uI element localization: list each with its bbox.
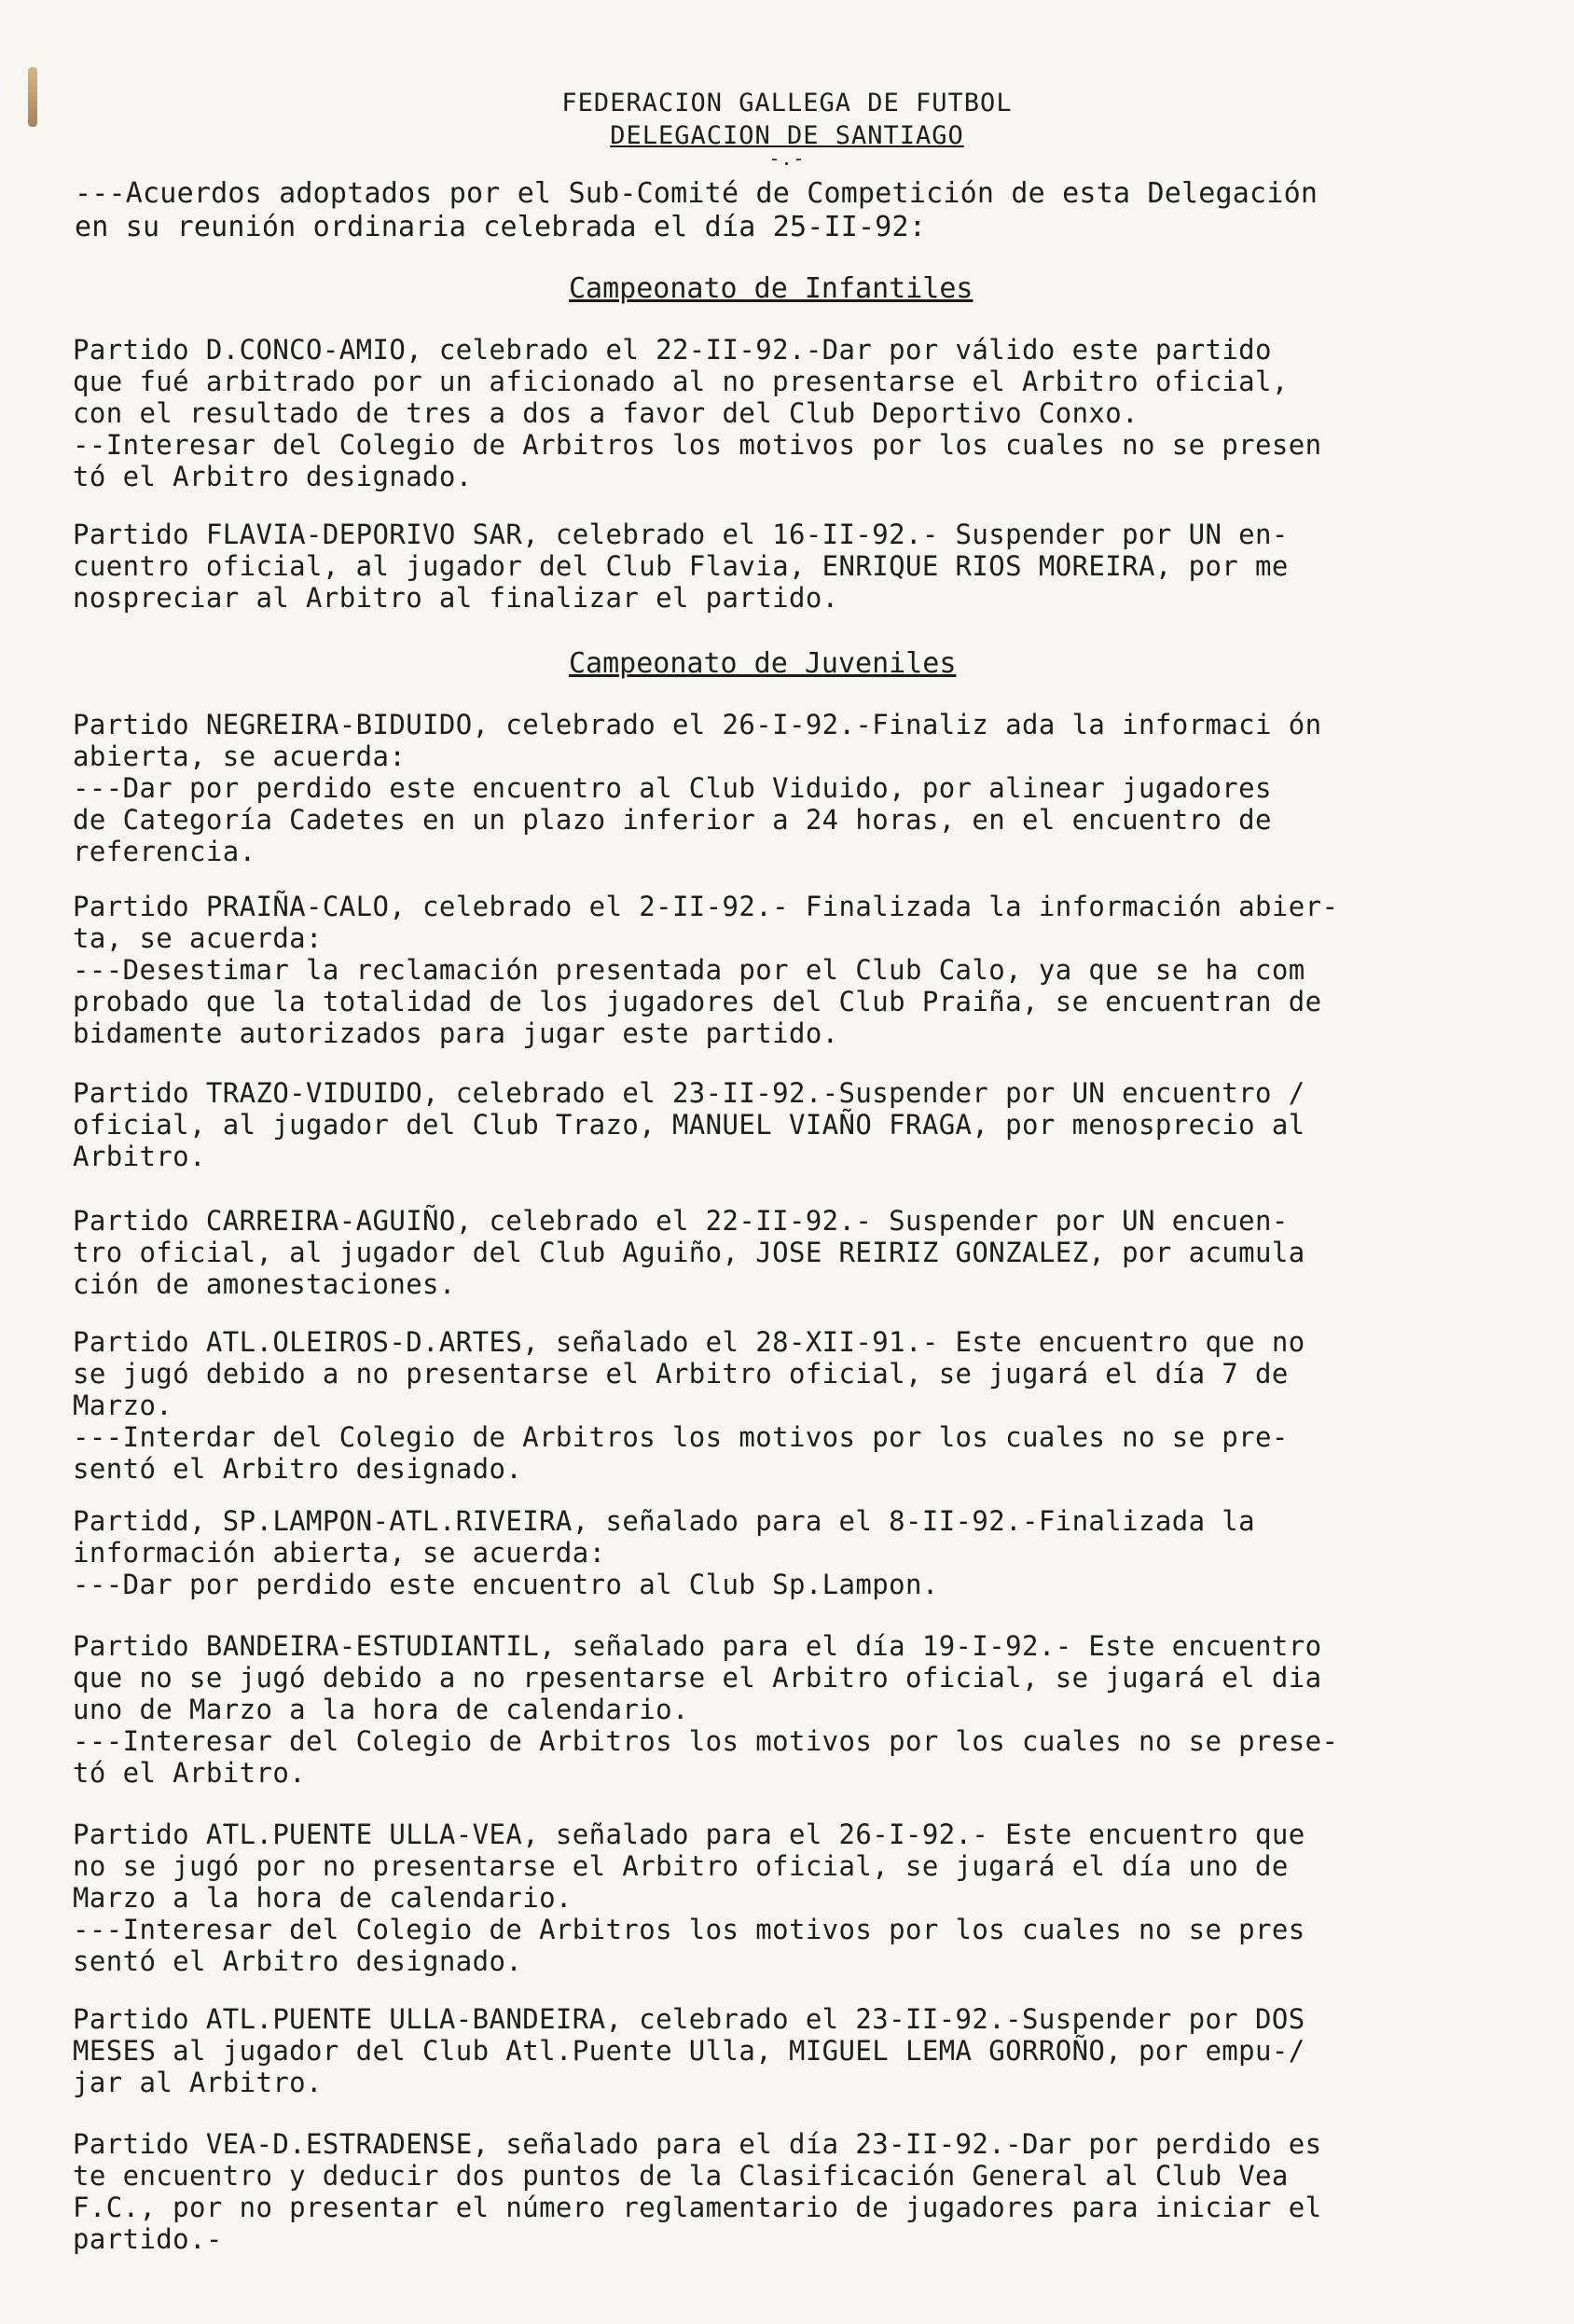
agreement-paragraph [73, 519, 1527, 614]
text-line: Partido VEA-D.ESTRADENSE, señalado para el día 23-II-92.-Dar por perdido es [73, 2128, 1322, 2160]
text-line: ---Interesar del Colegio de Arbitros los motivos por los cuales no se prese- [73, 1725, 1339, 1757]
text-line: partido.- [73, 2223, 223, 2255]
intro-text [75, 177, 1492, 244]
intro-line: ---Acuerdos adoptados por el Sub-Comité de Competición de esta Delegación [75, 177, 1319, 210]
delegation-title: DELEGACION DE SANTIAGO [610, 121, 964, 150]
text-line: Partido FLAVIA-DEPORIVO SAR, celebrado el 16-II-92.- Suspender por UN en- [73, 519, 1289, 550]
text-line: Partido ATL.PUENTE ULLA-BANDEIRA, celebrado el 23-II-92.-Suspender por DOS [73, 2003, 1305, 2035]
text-line: con el resultado de tres a dos a favor del Club Deportivo Conxo. [73, 397, 1139, 429]
section-title-infantiles: Campeonato de Infantiles [569, 272, 973, 305]
section-title-juveniles: Campeonato de Juveniles [569, 647, 957, 680]
intro-line: en su reunión ordinaria celebrada el día 25-II-92: [75, 211, 927, 243]
agreement-paragraph [73, 1505, 1527, 1600]
text-line: Partidd, SP.LAMPON-ATL.RIVEIRA, señalado para el 8-II-92.-Finalizada la [73, 1505, 1256, 1537]
text-line: sentó el Arbitro designado. [73, 1453, 523, 1485]
text-line: oficial, al jugador del Club Trazo, MANUEL VIAÑO FRAGA, por menosprecio al [73, 1109, 1305, 1141]
text-line: no se jugó por no presentarse el Arbitro oficial, se jugará el día uno de [73, 1850, 1289, 1882]
text-line: Marzo. [73, 1390, 173, 1421]
text-line: ---Dar por perdido este encuentro al Club Viduido, por alinear jugadores [73, 772, 1272, 804]
text-line: te encuentro y deducir dos puntos de la Clasificación General al Club Vea [73, 2160, 1289, 2192]
text-line: Partido TRAZO-VIDUIDO, celebrado el 23-II-92.-Suspender por UN encuentro / [73, 1077, 1305, 1109]
federation-title: FEDERACION GALLEGA DE FUTBOL [561, 89, 1013, 118]
text-line: ---Interdar del Colegio de Arbitros los motivos por los cuales no se pre- [73, 1421, 1289, 1453]
text-line: probado que la totalidad de los jugadores del Club Praiña, se encuentran de [73, 986, 1322, 1017]
text-line: uno de Marzo a la hora de calendario. [73, 1694, 689, 1725]
text-line: MESES al jugador del Club Atl.Puente Ulla, MIGUEL LEMA GORROÑO, por empu-/ [73, 2035, 1305, 2067]
agreement-paragraph [73, 1205, 1527, 1300]
text-line: sentó el Arbitro designado. [73, 1945, 523, 1977]
text-line: se jugó debido a no presentarse el Arbitro oficial, se jugará el día 7 de [73, 1358, 1289, 1390]
text-line: Partido NEGREIRA-BIDUIDO, celebrado el 26-I-92.-Finaliz ada la informaci ón [73, 709, 1322, 740]
text-line: ---Dar por perdido este encuentro al Club Sp.Lampon. [73, 1569, 939, 1600]
agreement-paragraph [73, 891, 1527, 1049]
text-line: referencia. [73, 836, 256, 867]
text-line: ---Desestimar la reclamación presentada por el Club Calo, ya que se ha com [73, 954, 1305, 986]
agreement-paragraph [73, 2128, 1527, 2255]
text-line: ---Interesar del Colegio de Arbitros los motivos por los cuales no se pres [73, 1914, 1305, 1945]
agreement-paragraph [73, 2003, 1527, 2098]
text-line: Marzo a la hora de calendario. [73, 1882, 573, 1914]
text-line: Partido ATL.PUENTE ULLA-VEA, señalado para el 26-I-92.- Este encuentro que [73, 1819, 1305, 1850]
text-line: información abierta, se acuerda: [73, 1537, 606, 1569]
text-line: ta, se acuerda: [73, 922, 323, 954]
agreement-paragraph [73, 1819, 1527, 1977]
text-line: Partido ATL.OLEIROS-D.ARTES, señalado el 28-XII-91.- Este encuentro que no [73, 1326, 1305, 1358]
text-line: jar al Arbitro. [73, 2067, 323, 2098]
text-line: Partido D.CONCO-AMIO, celebrado el 22-II-92.-Dar por válido este partido [73, 334, 1272, 366]
text-line: Partido BANDEIRA-ESTUDIANTIL, señalado para el día 19-I-92.- Este encuentro [73, 1630, 1322, 1662]
header-mark: -.- [768, 147, 806, 170]
text-line: Arbitro. [73, 1141, 206, 1172]
text-line: tó el Arbitro. [73, 1757, 307, 1789]
agreement-paragraph [73, 334, 1527, 492]
text-line: nospreciar al Arbitro al finalizar el partido. [73, 582, 839, 614]
text-line: --Interesar del Colegio de Arbitros los motivos por los cuales no se presen [73, 429, 1322, 461]
text-line: Partido PRAIÑA-CALO, celebrado el 2-II-92.- Finalizada la información abier- [73, 891, 1339, 922]
agreement-paragraph [73, 1630, 1527, 1789]
agreement-paragraph [73, 1077, 1527, 1172]
text-line: Partido CARREIRA-AGUIÑO, celebrado el 22-II-92.- Suspender por UN encuen- [73, 1205, 1289, 1237]
text-line: que fué arbitrado por un aficionado al no presentarse el Arbitro oficial, [73, 366, 1289, 397]
agreement-paragraph [73, 709, 1527, 867]
text-line: tro oficial, al jugador del Club Aguiño, JOSE REIRIZ GONZALEZ, por acumula [73, 1237, 1305, 1268]
text-line: bidamente autorizados para jugar este partido. [73, 1017, 839, 1049]
text-line: que no se jugó debido a no rpesentarse el Arbitro oficial, se jugará el dia [73, 1662, 1322, 1694]
text-line: abierta, se acuerda: [73, 740, 407, 772]
text-line: cuentro oficial, al jugador del Club Flavia, ENRIQUE RIOS MOREIRA, por me [73, 550, 1289, 582]
text-line: F.C., por no presentar el número reglamentario de jugadores para iniciar el [73, 2192, 1322, 2223]
text-line: ción de amonestaciones. [73, 1268, 456, 1300]
agreement-paragraph [73, 1326, 1527, 1485]
text-line: tó el Arbitro designado. [73, 461, 473, 492]
text-line: de Categoría Cadetes en un plazo inferior a 24 horas, en el encuentro de [73, 804, 1272, 836]
